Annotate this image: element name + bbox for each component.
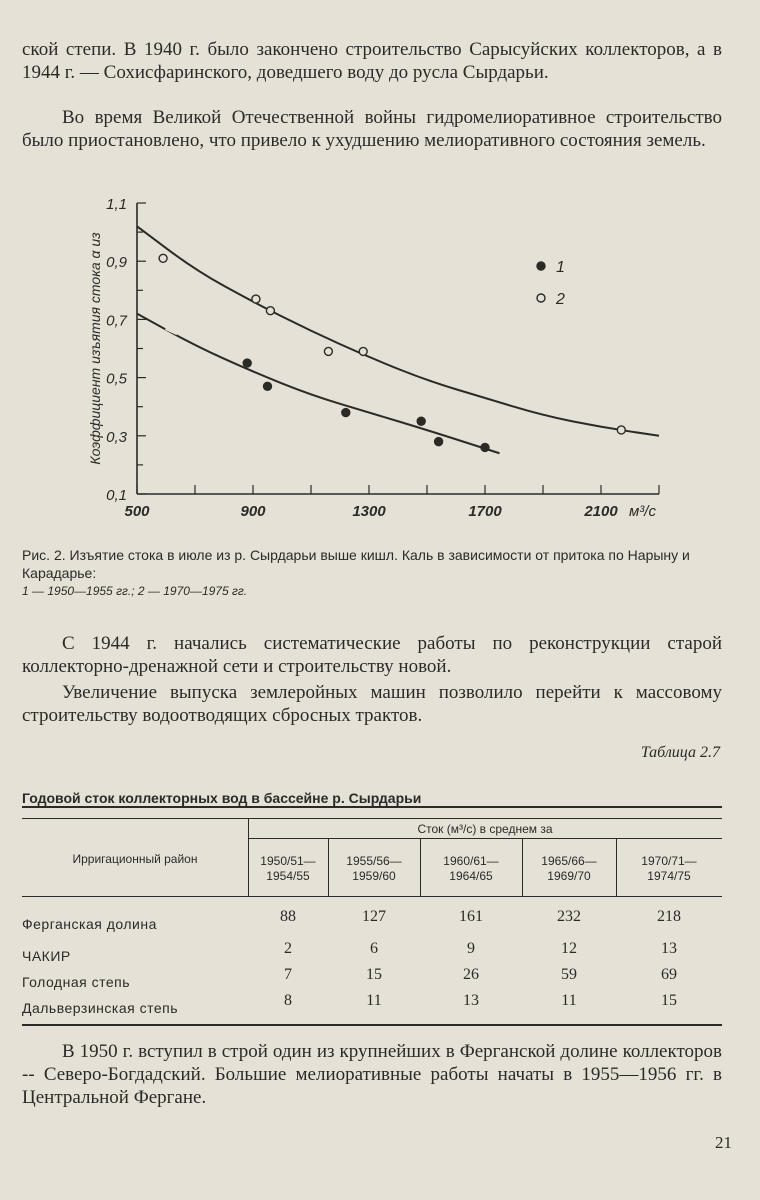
table-cell: 13 [463,992,479,1009]
table-cell: 218 [657,908,681,925]
series-2-curve [137,226,659,436]
series-1-dash-gap [166,328,178,333]
table-cell: 12 [561,940,577,957]
page-number: 21 [715,1133,732,1152]
table-cell: 8 [284,992,292,1009]
table-cell: 127 [362,908,386,925]
table-cell: 15 [366,966,382,983]
table-body-rule [22,896,722,897]
period-header: 1965/66— 1969/70 [541,854,597,883]
table-cell: 2 [284,940,292,957]
paragraph-4: Увеличение выпуска землеройных машин позволило перейти к массовому строительству водоотводящих сбросных трактов. [22,682,722,726]
series-2-point [324,347,332,355]
table-cell: 88 [280,908,296,925]
table-group-rule [248,838,722,839]
paragraph-5: В 1950 г. вступил в строй один из крупнейших в Ферганской долине коллекторов -- Северо-Богдадский. Большие мелиоративные работы начаты в 1955—1956 гг. в Центральной Фергане. [22,1041,722,1108]
paragraph-2: Во время Великой Отечественной войны гидромелиоративное строительство было приостановлено, что привело к ухудшению мелиоративного состояния земель. [22,107,722,151]
y-tick-label: 1,1 [106,196,127,213]
y-tick-label: 0,7 [106,312,127,330]
series-1-point [264,382,272,390]
table-group-header: Сток (м³/с) в среднем за [417,822,553,836]
y-tick-label: 0,5 [106,370,127,388]
table-cell: 69 [661,966,677,983]
period-header: 1970/71— 1974/75 [641,854,697,883]
table-cell: 11 [366,992,382,1009]
legend-label: 2 [556,291,565,308]
x-tick-label: 1300 [352,503,386,520]
y-axis-label: Коэффициент изъятия стока α из [87,232,103,465]
table-row-header: Ирригационный район [72,852,198,866]
x-tick-label: 900 [240,503,266,520]
table-cell: 59 [561,966,577,983]
x-axis-label: м³/с [629,503,656,520]
series-1-point [435,438,443,446]
series-1-point [481,443,489,451]
series-2-point [359,347,367,355]
table-cell: 7 [284,966,292,983]
series-1-point [342,409,350,417]
table-cell: 26 [463,966,479,983]
period-header: 1955/56— 1959/60 [346,854,402,883]
series-1-point [417,417,425,425]
table-row-label: Дальверзинская степь [22,1000,179,1016]
table-cell: 161 [459,908,483,925]
series-2-point [252,295,260,303]
table-cell: 15 [661,992,677,1009]
table-cell: 232 [557,908,581,925]
table-label: Таблица 2.7 [640,744,720,761]
x-tick-label: 2100 [584,503,618,520]
legend-marker [537,294,545,302]
series-1-point [243,359,251,367]
table-top-rule [22,806,722,808]
table-cell: 6 [370,940,378,957]
table-title: Годовой сток коллекторных вод в бассейне р. Сырдарьи [22,790,422,806]
table-cell: 13 [661,940,677,957]
x-tick-label: 1700 [468,503,502,520]
paragraph-3: С 1944 г. начались систематические работы по реконструкции старой коллекторно-дренажной сети и строительству новой. [22,633,722,677]
table-bottom-rule [22,1024,722,1026]
y-tick-label: 0,1 [106,487,127,504]
legend-marker [537,262,545,270]
table-cell: 11 [561,992,577,1009]
series-2-point [159,254,167,262]
table-row-label: ЧАКИР [22,948,71,964]
paragraph-1: ской степи. В 1940 г. было закончено строительство Сарысуйских коллекторов, а в 1944 г. — Сохисфаринского, доведшего воду до русла Сырдарьи. [22,39,722,83]
period-header: 1950/51— 1954/55 [260,854,316,883]
legend-label: 1 [556,259,565,276]
table-row-label: Голодная степь [22,974,131,990]
figure-caption: Рис. 2. Изъятие стока в июле из р. Сырдарьи выше кишл. Каль в зависимости от притока по Нарыну и Карадарье: [22,547,690,581]
chart [0,0,760,540]
period-header: 1960/61— 1964/65 [443,854,499,883]
y-tick-label: 0,9 [106,254,127,272]
y-tick-label: 0,3 [106,428,127,446]
x-tick-label: 500 [124,503,150,520]
series-2-point [617,426,625,434]
series-2-point [266,307,274,315]
table-header-rule [22,818,722,819]
figure-legend-text: 1 — 1950—1955 гг.; 2 — 1970—1975 гг. [22,584,248,598]
table-cell: 9 [467,940,475,957]
table-row-label: Ферганская долина [22,916,157,932]
